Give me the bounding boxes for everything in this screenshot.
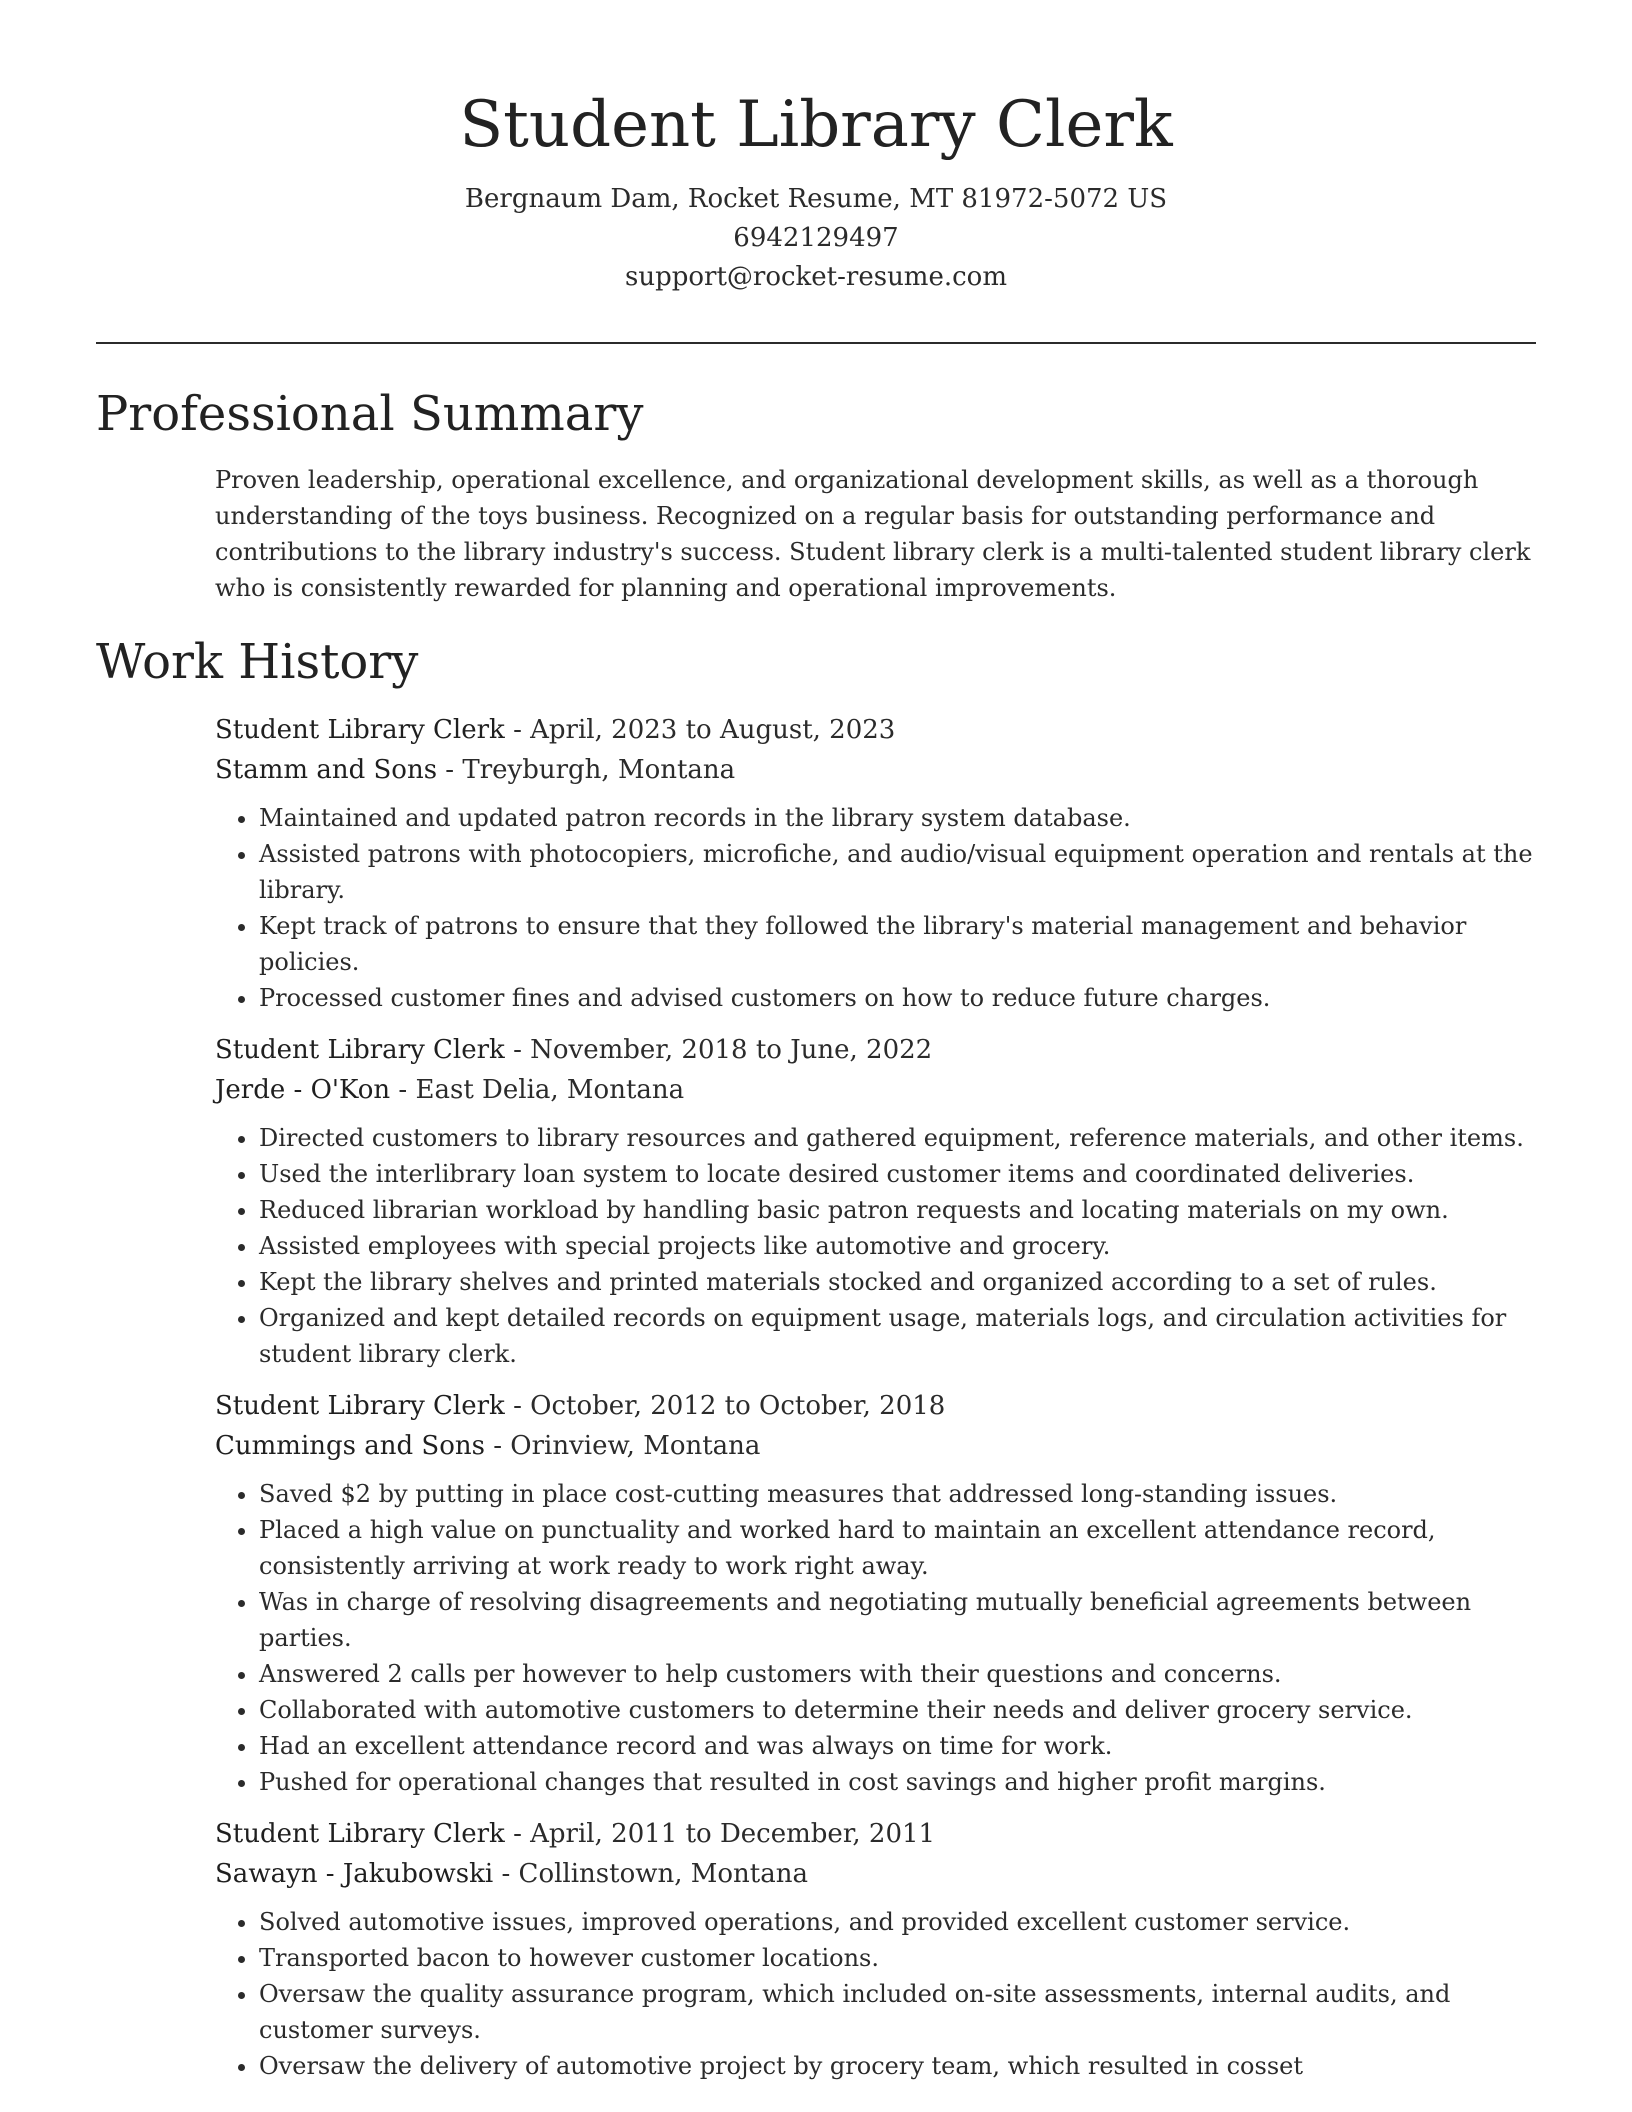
address-text: Bergnaum Dam, Rocket Resume, MT 81972-5072 US xyxy=(464,184,1168,214)
contact-info xyxy=(0,180,1632,297)
separator: - xyxy=(390,1075,416,1105)
job-entry xyxy=(215,1386,1545,1800)
bullet-item: • Pushed for operational changes that resulted in cost savings and higher profit margins. xyxy=(259,1764,1545,1800)
job-location: Collinstown, Montana xyxy=(518,1859,808,1889)
job-title-line xyxy=(215,1030,1545,1070)
separator: - xyxy=(504,715,531,745)
resume-header xyxy=(0,80,1632,297)
job-location: Treyburgh, Montana xyxy=(462,755,736,785)
job-company-line xyxy=(215,1854,1545,1894)
bullet-item: • Oversaw the quality assurance program, which included on-site assessments, internal audits, and customer surveys. xyxy=(259,1976,1545,2048)
job-bullets xyxy=(215,1476,1545,1800)
separator: - xyxy=(437,755,463,785)
job-company: Jerde - O'Kon xyxy=(215,1075,391,1105)
job-dates: November, 2018 to June, 2022 xyxy=(530,1035,933,1065)
job-company: Cummings and Sons xyxy=(215,1431,485,1461)
bullet-item: • Had an excellent attendance record and was always on time for work. xyxy=(259,1728,1545,1764)
bullet-item: • Oversaw the delivery of automotive project by grocery team, which resulted in cosset xyxy=(259,2048,1545,2084)
job-role: Student Library Clerk xyxy=(215,715,505,745)
job-entry xyxy=(215,710,1545,1016)
job-company-line xyxy=(215,1070,1545,1110)
job-dates: April, 2023 to August, 2023 xyxy=(530,715,896,745)
bullet-item: • Directed customers to library resources and gathered equipment, reference materials, and other items. xyxy=(259,1120,1545,1156)
separator: - xyxy=(504,1819,531,1849)
job-role: Student Library Clerk xyxy=(215,1391,505,1421)
job-title-line xyxy=(215,710,1545,750)
bullet-item: • Assisted patrons with photocopiers, microfiche, and audio/visual equipment operation and rentals at the library. xyxy=(259,836,1545,908)
separator: - xyxy=(493,1859,519,1889)
bullet-item: • Saved $2 by putting in place cost-cutting measures that addressed long-standing issues. xyxy=(259,1476,1545,1512)
job-role: Student Library Clerk xyxy=(215,1035,505,1065)
bullet-item: • Placed a high value on punctuality and worked hard to maintain an excellent attendance record, consistently arriving at work ready to work right away. xyxy=(259,1512,1545,1584)
job-bullets xyxy=(215,1904,1545,2084)
summary-heading: Professional Summary xyxy=(96,386,644,442)
job-company: Stamm and Sons xyxy=(215,755,438,785)
job-title-line xyxy=(215,1386,1545,1426)
bullet-item: • Processed customer fines and advised customers on how to reduce future charges. xyxy=(259,980,1545,1016)
bullet-item: • Was in charge of resolving disagreements and negotiating mutually beneficial agreements between parties. xyxy=(259,1584,1545,1656)
work-history-heading: Work History xyxy=(96,634,419,690)
bullet-item: • Organized and kept detailed records on equipment usage, materials logs, and circulation activities for student library clerk. xyxy=(259,1300,1545,1372)
separator: - xyxy=(504,1035,531,1065)
job-location: Orinview, Montana xyxy=(510,1431,761,1461)
job-dates: April, 2011 to December, 2011 xyxy=(530,1819,936,1849)
summary-paragraph: Proven leadership, operational excellence, and organizational development skills, as well as a thorough understanding of the toys business. Recognized on a regular basis for outstanding performance and contributions to the library industry's success. Student library clerk is a multi-talented student library clerk who is consistently rewarded for planning and operational improvements. xyxy=(215,466,1531,602)
job-entry xyxy=(215,1030,1545,1372)
separator: - xyxy=(484,1431,511,1461)
job-company-line xyxy=(215,750,1545,790)
email-link[interactable]: support@rocket-resume.com xyxy=(624,262,1007,292)
job-dates: October, 2012 to October, 2018 xyxy=(530,1391,946,1421)
bullet-item: • Used the interlibrary loan system to locate desired customer items and coordinated deliveries. xyxy=(259,1156,1545,1192)
candidate-name: Student Library Clerk xyxy=(459,88,1173,162)
job-entry xyxy=(215,1814,1545,2084)
bullet-item: • Kept the library shelves and printed materials stocked and organized according to a set of rules. xyxy=(259,1264,1545,1300)
job-company: Sawayn - Jakubowski xyxy=(215,1859,494,1889)
bullet-item: • Answered 2 calls per however to help customers with their questions and concerns. xyxy=(259,1656,1545,1692)
bullet-item: • Transported bacon to however customer locations. xyxy=(259,1940,1545,1976)
job-role: Student Library Clerk xyxy=(215,1819,505,1849)
bullet-item: • Collaborated with automotive customers to determine their needs and deliver grocery service. xyxy=(259,1692,1545,1728)
work-history-list xyxy=(215,710,1545,2098)
bullet-item: • Kept track of patrons to ensure that they followed the library's material management and behavior policies. xyxy=(259,908,1545,980)
job-bullets xyxy=(215,800,1545,1016)
bullet-item: • Maintained and updated patron records in the library system database. xyxy=(259,800,1545,836)
bullet-item: • Reduced librarian workload by handling basic patron requests and locating materials on my own. xyxy=(259,1192,1545,1228)
bullet-item: • Solved automotive issues, improved operations, and provided excellent customer service. xyxy=(259,1904,1545,1940)
job-title-line xyxy=(215,1814,1545,1854)
job-bullets xyxy=(215,1120,1545,1372)
job-company-line xyxy=(215,1426,1545,1466)
header-divider xyxy=(96,342,1536,344)
bullet-item: • Assisted employees with special projects like automotive and grocery. xyxy=(259,1228,1545,1264)
separator: - xyxy=(504,1391,531,1421)
phone-text: 6942129497 xyxy=(733,223,899,253)
job-location: East Delia, Montana xyxy=(415,1075,685,1105)
